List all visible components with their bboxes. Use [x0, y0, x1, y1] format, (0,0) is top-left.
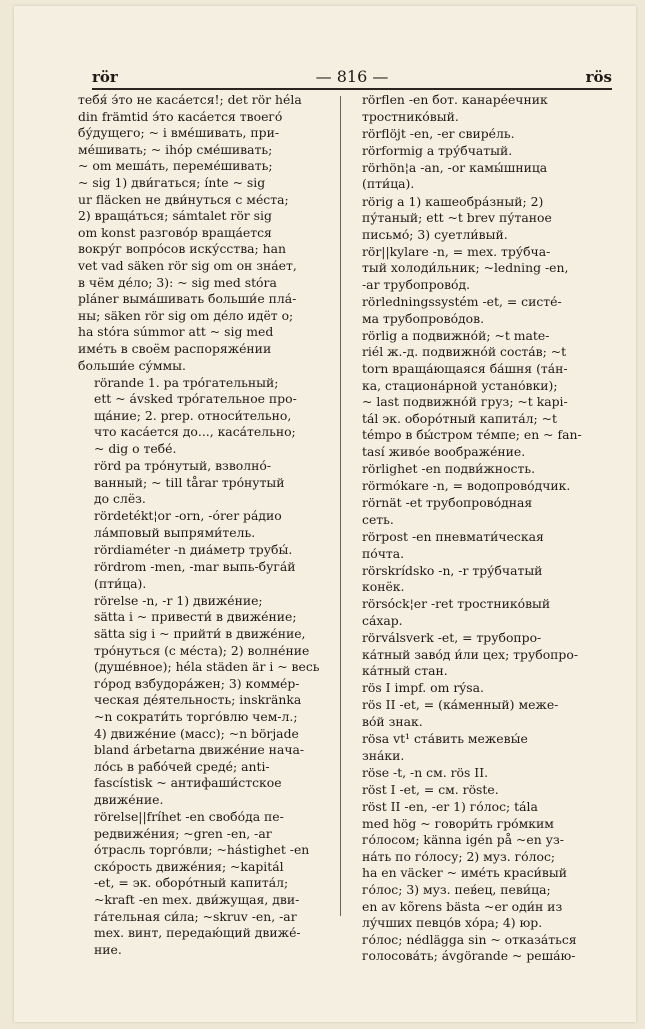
dictionary-entry	[346, 596, 600, 629]
entry-line: на́ть по го́лосу; 2) муз. го́лос;	[362, 848, 556, 864]
entry-line: по́чта.	[362, 545, 405, 561]
entry-line: rördiaméter -n диа́метр трубы́.	[94, 542, 293, 558]
entry-line: го́род взбудора́жен; 3) комме́р-	[94, 675, 300, 691]
entry-line: fascístisk ~ антифаши́стское	[94, 775, 282, 791]
dictionary-entry	[346, 160, 600, 193]
entry-line: rörhön¦a -an, -or камы́шница	[362, 159, 548, 175]
entry-line: rörflen -en бот. канаре́ечник	[362, 92, 548, 107]
dictionary-entry	[78, 92, 332, 374]
entry-line: rörelse||fríhet -en свобо́да пе-	[94, 809, 284, 825]
dictionary-entry	[346, 328, 600, 461]
entry-line: röse -t, -n см. rös II.	[362, 764, 489, 780]
entry-line: om konst разгово́р враща́ется	[78, 224, 272, 240]
entry-line: тро́нуться (с ме́ста); 2) волне́ние	[94, 642, 310, 658]
dictionary-entry	[346, 697, 600, 730]
entry-line: mex. винт, передаю́щий движе́-	[94, 925, 301, 941]
entry-line: конёк.	[362, 579, 405, 595]
entry-line: ма трубопрово́дов.	[362, 310, 485, 326]
entry-line: ны; säken rör sig om де́ло идёт о;	[78, 307, 294, 323]
entry-line: ~ sig 1) дви́гаться; ínte ~ sig	[78, 174, 266, 190]
entry-line: редвиже́ния; ~gren -en, -ar	[94, 825, 272, 841]
dictionary-entry	[346, 782, 600, 799]
dictionary-entry	[346, 563, 600, 596]
entry-line: rös II -et, = (ка́менный) меже-	[362, 697, 559, 713]
entry-line: (пти́ца).	[362, 176, 415, 192]
left-guide-word: rör	[92, 68, 118, 86]
dictionary-entry	[78, 809, 332, 958]
entry-line: зна́ки.	[362, 747, 405, 763]
page-number: — 816 —	[315, 67, 389, 86]
entry-line: din främtid э́то каса́ется твоего́	[78, 108, 283, 124]
entry-line: во́й знак.	[362, 713, 423, 729]
entry-line: rörmókare -n, = водопрово́дчик.	[362, 478, 571, 494]
entry-line: ~kraft -en mex. дви́жущая, дви-	[94, 892, 300, 907]
dictionary-entry	[346, 630, 600, 680]
entry-line: rörledningssystém -et, = систе́-	[362, 294, 562, 310]
entry-line: что каса́ется до..., каса́тельно;	[94, 424, 296, 440]
dictionary-entry	[78, 559, 332, 592]
dictionary-entry	[78, 593, 332, 809]
left-column	[78, 92, 332, 959]
entry-line: rörflöjt -en, -er свире́ль.	[362, 125, 515, 141]
entry-line: ~ om меша́ть, переме́шивать;	[78, 158, 273, 174]
entry-line: ско́рость движе́ния; ~kapitál	[94, 858, 284, 874]
entry-line: tasí живо́е воображе́ние.	[362, 443, 526, 459]
entry-line: са́хар.	[362, 612, 403, 628]
entry-line: име́ть в своём распоряже́нии	[78, 340, 272, 356]
entry-line: rörválsverk -et, = трубопро-	[362, 630, 542, 645]
entry-line: 4) движе́ние (масс); ~n började	[94, 725, 299, 741]
dictionary-entry	[346, 495, 600, 528]
dictionary-entry	[346, 143, 600, 160]
entry-line: torn враща́ющаяся ба́шня (та́н-	[362, 361, 568, 376]
entry-line: ванный; ~ till tårar тро́нутый	[94, 474, 285, 490]
entry-line: med hög ~ говори́ть гро́мким	[362, 815, 554, 831]
entry-line: en av kõrens bästa ~er оди́н из	[362, 898, 563, 914]
entry-line: сеть.	[362, 511, 394, 527]
entry-line: ло́сь в рабо́чей среде́; anti-	[94, 758, 270, 774]
entry-line: письмо́; 3) суетли́вый.	[362, 226, 508, 242]
dictionary-entry	[346, 244, 600, 294]
dictionary-entry	[346, 294, 600, 327]
entry-line: rörformig a тру́бчатый.	[362, 142, 513, 158]
entry-line: тростнико́вый.	[362, 108, 459, 124]
dictionary-entry	[78, 508, 332, 541]
entry-line: ка́тный заво́д и́ли цех; трубопро-	[362, 646, 579, 662]
entry-line: го́лос; 3) муз. пев́ец, певи́ца;	[362, 881, 551, 897]
dictionary-entry	[346, 731, 600, 764]
entry-line: 2) враща́ться; sámtalet rör sig	[78, 208, 272, 224]
entry-line: тебя́ э́то не каса́ется!; det rör héla	[78, 92, 302, 107]
entry-line: ка, стациона́рной устано́вки);	[362, 377, 558, 393]
entry-line: до слёз.	[94, 491, 146, 507]
entry-line: го́лос; nédlägga sin ~ отказа́ться	[362, 931, 577, 947]
entry-line: ла́мповый выпрями́тель.	[94, 524, 256, 540]
entry-line: га́тельная си́ла; ~skruv -en, -ar	[94, 908, 297, 924]
entry-line: vet vad säken rör sig om он зна́ет,	[78, 257, 297, 273]
entry-line: pláner выма́шивать больши́е пла́-	[78, 291, 297, 307]
entry-line: (душе́вное); héla städen är i ~ весь	[94, 659, 320, 675]
entry-line: rörskrídsko -n, -r тру́бчатый	[362, 562, 543, 578]
entry-line: ние.	[94, 941, 122, 957]
entry-line: rös I impf. om rýsa.	[362, 680, 484, 696]
entry-line: rörig a 1) кашеобра́зный; 2)	[362, 193, 544, 209]
entry-line: ur fläcken не дви́нуться с ме́ста;	[78, 191, 289, 207]
entry-line: движе́ние.	[94, 791, 164, 807]
entry-line: rörande 1. pa тро́гательный;	[94, 374, 279, 390]
entry-line: rörlighet -en подви́жность.	[362, 461, 536, 477]
dictionary-entry	[346, 478, 600, 495]
entry-line: о́трасль торго́вли; ~hástighet -en	[94, 842, 310, 858]
entry-line: rörnät -et трубопрово́дная	[362, 495, 533, 511]
dictionary-entry	[78, 458, 332, 508]
dictionary-entry	[346, 680, 600, 697]
entry-line: бу́дущего; ~ i вме́шивать, при-	[78, 125, 280, 141]
entry-line: ме́шивать; ~ ihóp сме́шивать;	[78, 141, 273, 157]
running-header	[92, 64, 612, 90]
entry-line: тый холоди́льник; ~ledning -en,	[362, 260, 569, 276]
entry-line: ett ~ ávsked тро́гательное про-	[94, 391, 297, 407]
dictionary-entry	[346, 126, 600, 143]
dictionary-entry	[346, 799, 600, 965]
dictionary-entry	[78, 375, 332, 458]
right-guide-word: rös	[585, 68, 612, 86]
entry-line: sätta sig i ~ прийти́ в движе́ние,	[94, 626, 306, 641]
entry-line: ка́тный стан.	[362, 663, 448, 679]
entry-line: ческая де́ятельность; inskränka	[94, 692, 302, 708]
entry-line: -et, = эк. оборо́тный капита́л;	[94, 875, 289, 891]
entry-line: sätta i ~ привести́ в движе́ние;	[94, 609, 297, 625]
entry-line: в чём де́ло; 3): ~ sig med stóra	[78, 274, 277, 290]
entry-line: ~ last подвижно́й груз; ~t kapi-	[362, 394, 568, 410]
dictionary-entry	[346, 461, 600, 478]
entry-line: -ar трубопрово́д.	[362, 277, 471, 293]
entry-line: ~ dig о тебе́.	[94, 440, 177, 456]
dictionary-entry	[346, 765, 600, 782]
entry-line: ha stóra súmmor att ~ sig med	[78, 324, 274, 340]
entry-line: rör||kylare -n, = mex. тру́бча-	[362, 243, 551, 259]
entry-line: témpo в бы́стром те́мпе; en ~ fan-	[362, 427, 582, 443]
entry-line: röst I -et, = см. röste.	[362, 781, 499, 797]
entry-line: rörlig a подвижно́й; ~t mate-	[362, 327, 550, 343]
dictionary-entry	[346, 529, 600, 562]
entry-line: лу́чших певцо́в хо́ра; 4) юр.	[362, 915, 543, 931]
right-column	[346, 92, 600, 965]
entry-line: rörsóck¦er -ret тростнико́вый	[362, 596, 551, 612]
entry-line: riél ж.-д. подвижно́й соста́в; ~t	[362, 344, 567, 360]
dictionary-entry	[346, 194, 600, 244]
entry-line: rösa vt¹ ста́вить межевы́е	[362, 731, 528, 747]
entry-line: rördetékt¦or -orn, -órer ра́дио	[94, 508, 282, 524]
entry-line: ha en väcker ~ име́ть краси́вый	[362, 865, 568, 881]
entry-line: го́лосом; känna igén på ~en уз-	[362, 832, 564, 848]
entry-line: tál эк. оборо́тный капита́л; ~t	[362, 410, 558, 426]
entry-line: пу́таный; ett ~t brev пу́таное	[362, 210, 552, 226]
entry-line: ща́ние; 2. prep. относи́тельно,	[94, 407, 292, 423]
entry-line: ~n сократи́ть торго́влю чем-л.;	[94, 708, 298, 724]
entry-line: rörelse -n, -r 1) движе́ние;	[94, 592, 263, 608]
column-divider	[340, 96, 341, 916]
entry-line: голосова́ть; ávgörande ~ реша́ю-	[362, 948, 576, 964]
entry-line: rördrom -men, -mar выпь-буга́й	[94, 559, 296, 575]
entry-line: больши́е су́ммы.	[78, 357, 186, 373]
entry-line: rörd pa тро́нутый, взволно́-	[94, 458, 272, 474]
entry-line: rörpost -en пневмати́ческая	[362, 528, 544, 544]
dictionary-entry	[78, 542, 332, 559]
dictionary-entry	[346, 92, 600, 125]
entry-line: röst II -en, -er 1) го́лос; tála	[362, 798, 538, 814]
entry-line: bland árbetarna движе́ние нача-	[94, 742, 305, 758]
entry-line: вокру́г вопро́сов иску́сства; han	[78, 241, 287, 257]
entry-line: (пти́ца).	[94, 575, 147, 591]
